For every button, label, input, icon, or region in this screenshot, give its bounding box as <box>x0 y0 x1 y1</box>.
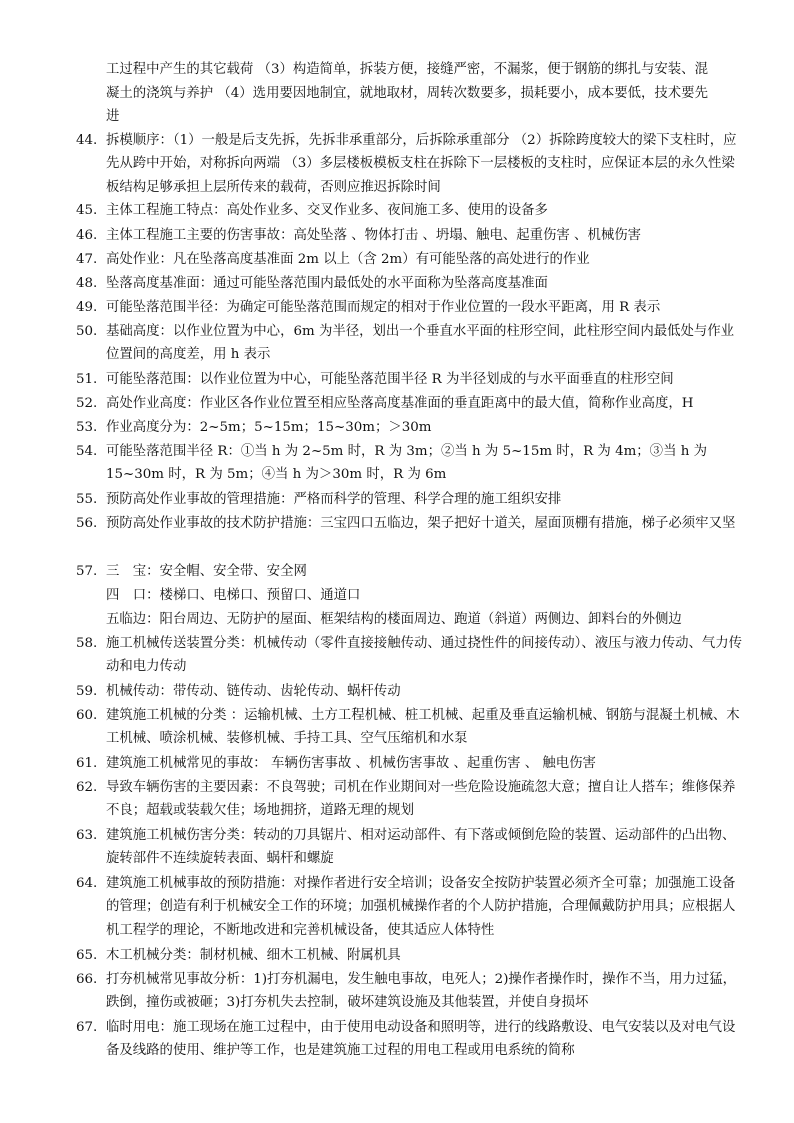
list-item <box>76 776 746 823</box>
item-text: 基础高度：以作业位置为中心，6m 为半径，划出一个垂直水平面的柱形空间，此柱形空间内最低处与作业位置间的高度差，用 h 表示 <box>106 324 735 363</box>
item-text: 建筑施工机械的分类 ：运输机械、土方工程机械、桩工机械、起重及垂直运输机械、钢筋与混凝土机械、木工机械、喷涂机械、装修机械、手持工具、空气压缩机和水泵 <box>106 708 740 747</box>
item-number: 67. <box>76 1020 98 1035</box>
list-item <box>76 824 746 871</box>
item-number: 52. <box>76 396 98 411</box>
item-number: 54. <box>76 444 98 459</box>
item-text: 木工机械分类：制材机械、细木工机械、附属机具 <box>106 948 401 963</box>
item-text: 可能坠落范围：以作业位置为中心，可能坠落范围半径 R 为半径划成的与水平面垂直的柱形空间 <box>106 372 674 387</box>
item-number: 64. <box>76 876 98 891</box>
list-item <box>76 272 746 295</box>
list-item <box>76 199 746 222</box>
list-item <box>76 368 746 391</box>
list-item <box>76 224 746 247</box>
list-item <box>76 248 746 271</box>
item-text: 可能坠落范围半径 R：①当 h 为 2~5m 时，R 为 3m；②当 h 为 5~15m 时，R 为 4m；③当 h 为 15~30m 时，R 为 5m；④当 h 为＞30m 时，R 为 6m <box>106 444 707 483</box>
list-item <box>76 320 746 367</box>
item-number: 55. <box>76 492 98 507</box>
item-text: 作业高度分为：2~5m；5~15m；15~30m；＞30m <box>106 420 432 435</box>
sub-item-text: 五临边：阳台周边、无防护的屋面、框架结构的楼面周边、跑道（斜道）两侧边、卸料台的外侧边 <box>106 612 682 627</box>
item-text: 施工机械传送装置分类：机械传动（零件直接接触传动、通过挠性件的间接传动）、液压与液力传动、气力传动和电力传动 <box>106 636 743 675</box>
list-item <box>76 632 746 679</box>
list-item <box>76 440 746 487</box>
intro-line: 进 <box>106 109 120 124</box>
item-number: 51. <box>76 372 98 387</box>
item-text: 拆模顺序：（1）一般是后支先拆，先拆非承重部分，后拆除承重部分 （2）拆除跨度较大的梁下支柱时，应先从跨中开始，对称拆向两端 （3）多层楼板模板支柱在拆除下一层楼板的支柱时，应保证本层的永久性梁板结构足够承担上层所传来的载荷，否则应推迟拆除时间 <box>106 133 737 195</box>
item-number: 53. <box>76 420 98 435</box>
item-text: 建筑施工机械常见的事故： 车辆伤害事故 、机械伤害事故 、起重伤害 、 触电伤害 <box>106 756 596 771</box>
item-number: 44. <box>76 133 98 148</box>
item-number: 60. <box>76 708 98 723</box>
item-text: 建筑施工机械事故的预防措施：对操作者进行安全培训；设备安全按防护装置必须齐全可靠；加强施工设备的管理；创造有利于机械安全工作的环境；加强机械操作者的个人防护措施，合理佩戴防护用具；应根据人机工程学的理论，不断地改进和完善机械设备，使其适应人体特性 <box>106 876 736 938</box>
item-number: 62. <box>76 780 98 795</box>
item-number: 65. <box>76 948 98 963</box>
item-number: 56. <box>76 516 98 531</box>
list-item <box>76 944 746 967</box>
list-item <box>76 752 746 775</box>
list-item <box>76 1016 746 1063</box>
item-text: 坠落高度基准面：通过可能坠落范围内最低处的水平面称为坠落高度基准面 <box>106 276 548 291</box>
item-number: 57. <box>76 564 98 579</box>
list-item <box>76 968 746 1015</box>
item-number: 48. <box>76 276 98 291</box>
item-text: 高处作业高度：作业区各作业位置至相应坠落高度基准面的垂直距离中的最大值，简称作业高度，H <box>106 396 694 411</box>
item-text: 可能坠落范围半径：为确定可能坠落范围而规定的相对于作业位置的一段水平距离，用 R 表示 <box>106 300 661 315</box>
list-item <box>76 296 746 319</box>
item-text: 机械传动：带传动、链传动、齿轮传动、蜗杆传动 <box>106 684 401 699</box>
item-text: 临时用电：施工现场在施工过程中，由于使用电动设备和照明等，进行的线路敷设、电气安装以及对电气设备及线路的使用、维护等工作，也是建筑施工过程的用电工程或用电系统的简称 <box>106 1020 736 1059</box>
item-number: 47. <box>76 252 98 267</box>
list-item <box>76 512 746 535</box>
sub-item-text: 四 口：楼梯口、电梯口、预留口、通道口 <box>106 588 361 603</box>
item-number: 59. <box>76 684 98 699</box>
item-text: 打夯机械常见事故分析：1)打夯机漏电，发生触电事故，电死人；2)操作者操作时，操作不当，用力过猛，跌倒，撞伤或被砸；3)打夯机失去控制，破坏建筑设施及其他装置，并使自身损坏 <box>106 972 737 1011</box>
item-number: 66. <box>76 972 98 987</box>
intro-line: 工过程中产生的其它载荷 （3）构造简单，拆装方便，接缝严密，不漏浆，便于钢筋的绑扎与安装、混 <box>106 62 708 77</box>
item-text: 高处作业：凡在坠落高度基准面 2m 以上（含 2m）有可能坠落的高处进行的作业 <box>106 252 590 267</box>
item-text: 主体工程施工主要的伤害事故：高处坠落 、物体打击 、坍塌、触电、起重伤害 、机械伤害 <box>106 228 642 243</box>
list-item <box>76 560 746 583</box>
item-text: 三 宝：安全帽、安全带、安全网 <box>106 564 307 579</box>
item-number: 49. <box>76 300 98 315</box>
list-item <box>76 488 746 511</box>
item-text: 预防高处作业事故的技术防护措施：三宝四口五临边，架子把好十道关，屋面顶棚有措施，梯子必须牢又坚 <box>106 516 736 531</box>
list-item <box>76 704 746 751</box>
intro-line: 凝土的浇筑与养护 （4）选用要因地制宜，就地取材，周转次数要多，损耗要小，成本要低，技术要先 <box>106 86 708 101</box>
item-text: 主体工程施工特点：高处作业多、交叉作业多、夜间施工多、使用的设备多 <box>106 203 548 218</box>
item-text: 建筑施工机械伤害分类：转动的刀具锯片、相对运动部件、有下落或倾倒危险的装置、运动部件的凸出物、旋转部件不连续旋转表面、蜗杆和螺旋 <box>106 828 736 867</box>
item-text: 导致车辆伤害的主要因素：不良驾驶；司机在作业期间对一些危险设施疏忽大意；擅自让人搭车；维修保养不良；超载或装载欠佳；场地拥挤，道路无理的规划 <box>106 780 736 819</box>
item-number: 45. <box>76 203 98 218</box>
item-number: 46. <box>76 228 98 243</box>
item-number: 50. <box>76 324 98 339</box>
list-item <box>76 129 746 199</box>
item-number: 61. <box>76 756 98 771</box>
list-item <box>76 680 746 703</box>
item-number: 58. <box>76 636 98 651</box>
list-item <box>76 416 746 439</box>
item-text: 预防高处作业事故的管理措施：严格而科学的管理、科学合理的施工组织安排 <box>106 492 562 507</box>
item-number: 63. <box>76 828 98 843</box>
list-item <box>76 872 746 942</box>
list-item <box>76 392 746 415</box>
